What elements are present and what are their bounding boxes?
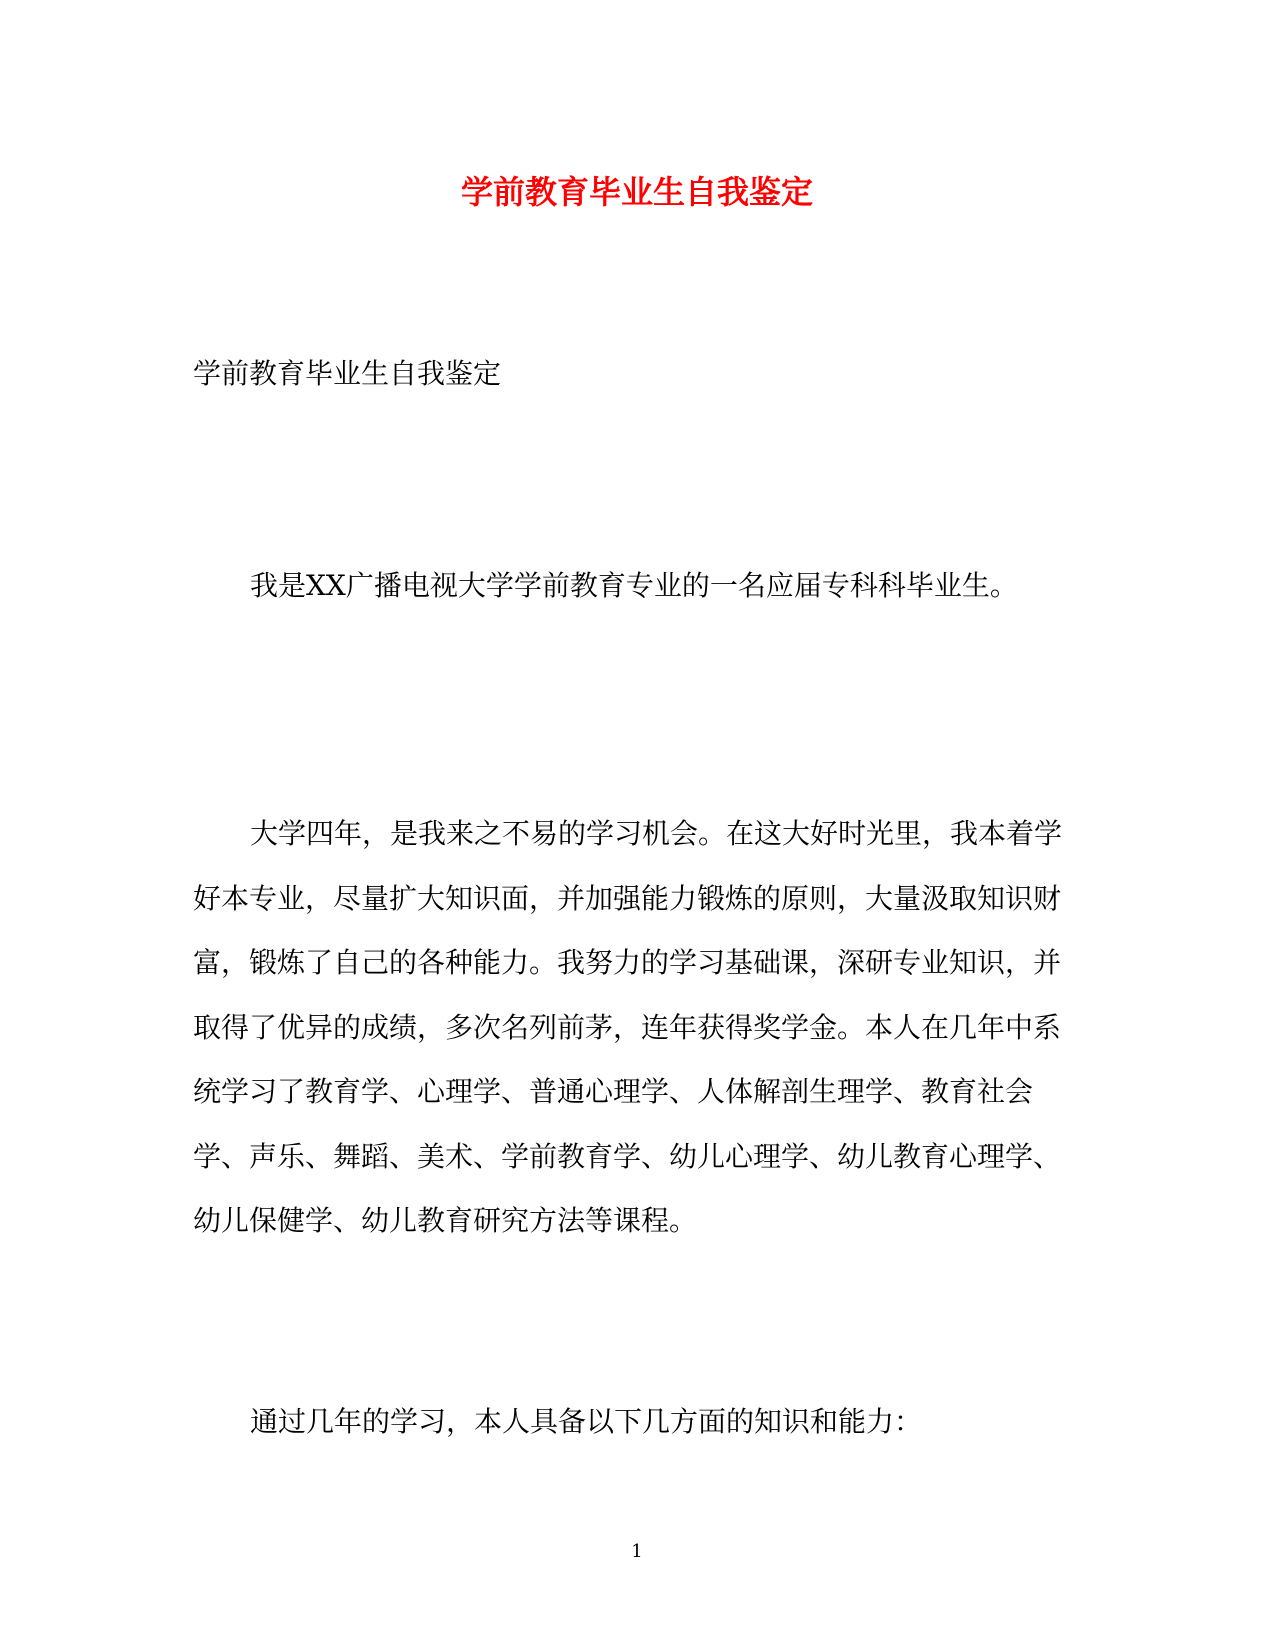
- paragraph-study: 大学四年，是我来之不易的学习机会。在这大好时光里，我本着学好本专业，尽量扩大知识面，并加强能力锻炼的原则，大量汲取知识财富，锻炼了自己的各种能力。我努力的学习基础课，深研专业知识，并取得了优异的成绩，多次名列前茅，连年获得奖学金。本人在几年中系统学习了教育学、心理学、普通心理学、人体解剖生理学、教育社会学、声乐、舞蹈、美术、学前教育学、幼儿心理学、幼儿教育心理学、幼儿保健学、幼儿教育研究方法等课程。: [193, 817, 1063, 1237]
- page-number: 1: [631, 1541, 643, 1562]
- document-title: 学前教育毕业生自我鉴定: [460, 173, 813, 211]
- document-subtitle: 学前教育毕业生自我鉴定: [193, 357, 502, 390]
- paragraph-abilities: 通过几年的学习，本人具备以下几方面的知识和能力：: [250, 1405, 923, 1438]
- paragraph-intro: 我是XX广播电视大学学前教育专业的一名应届专科科毕业生。: [250, 569, 1018, 602]
